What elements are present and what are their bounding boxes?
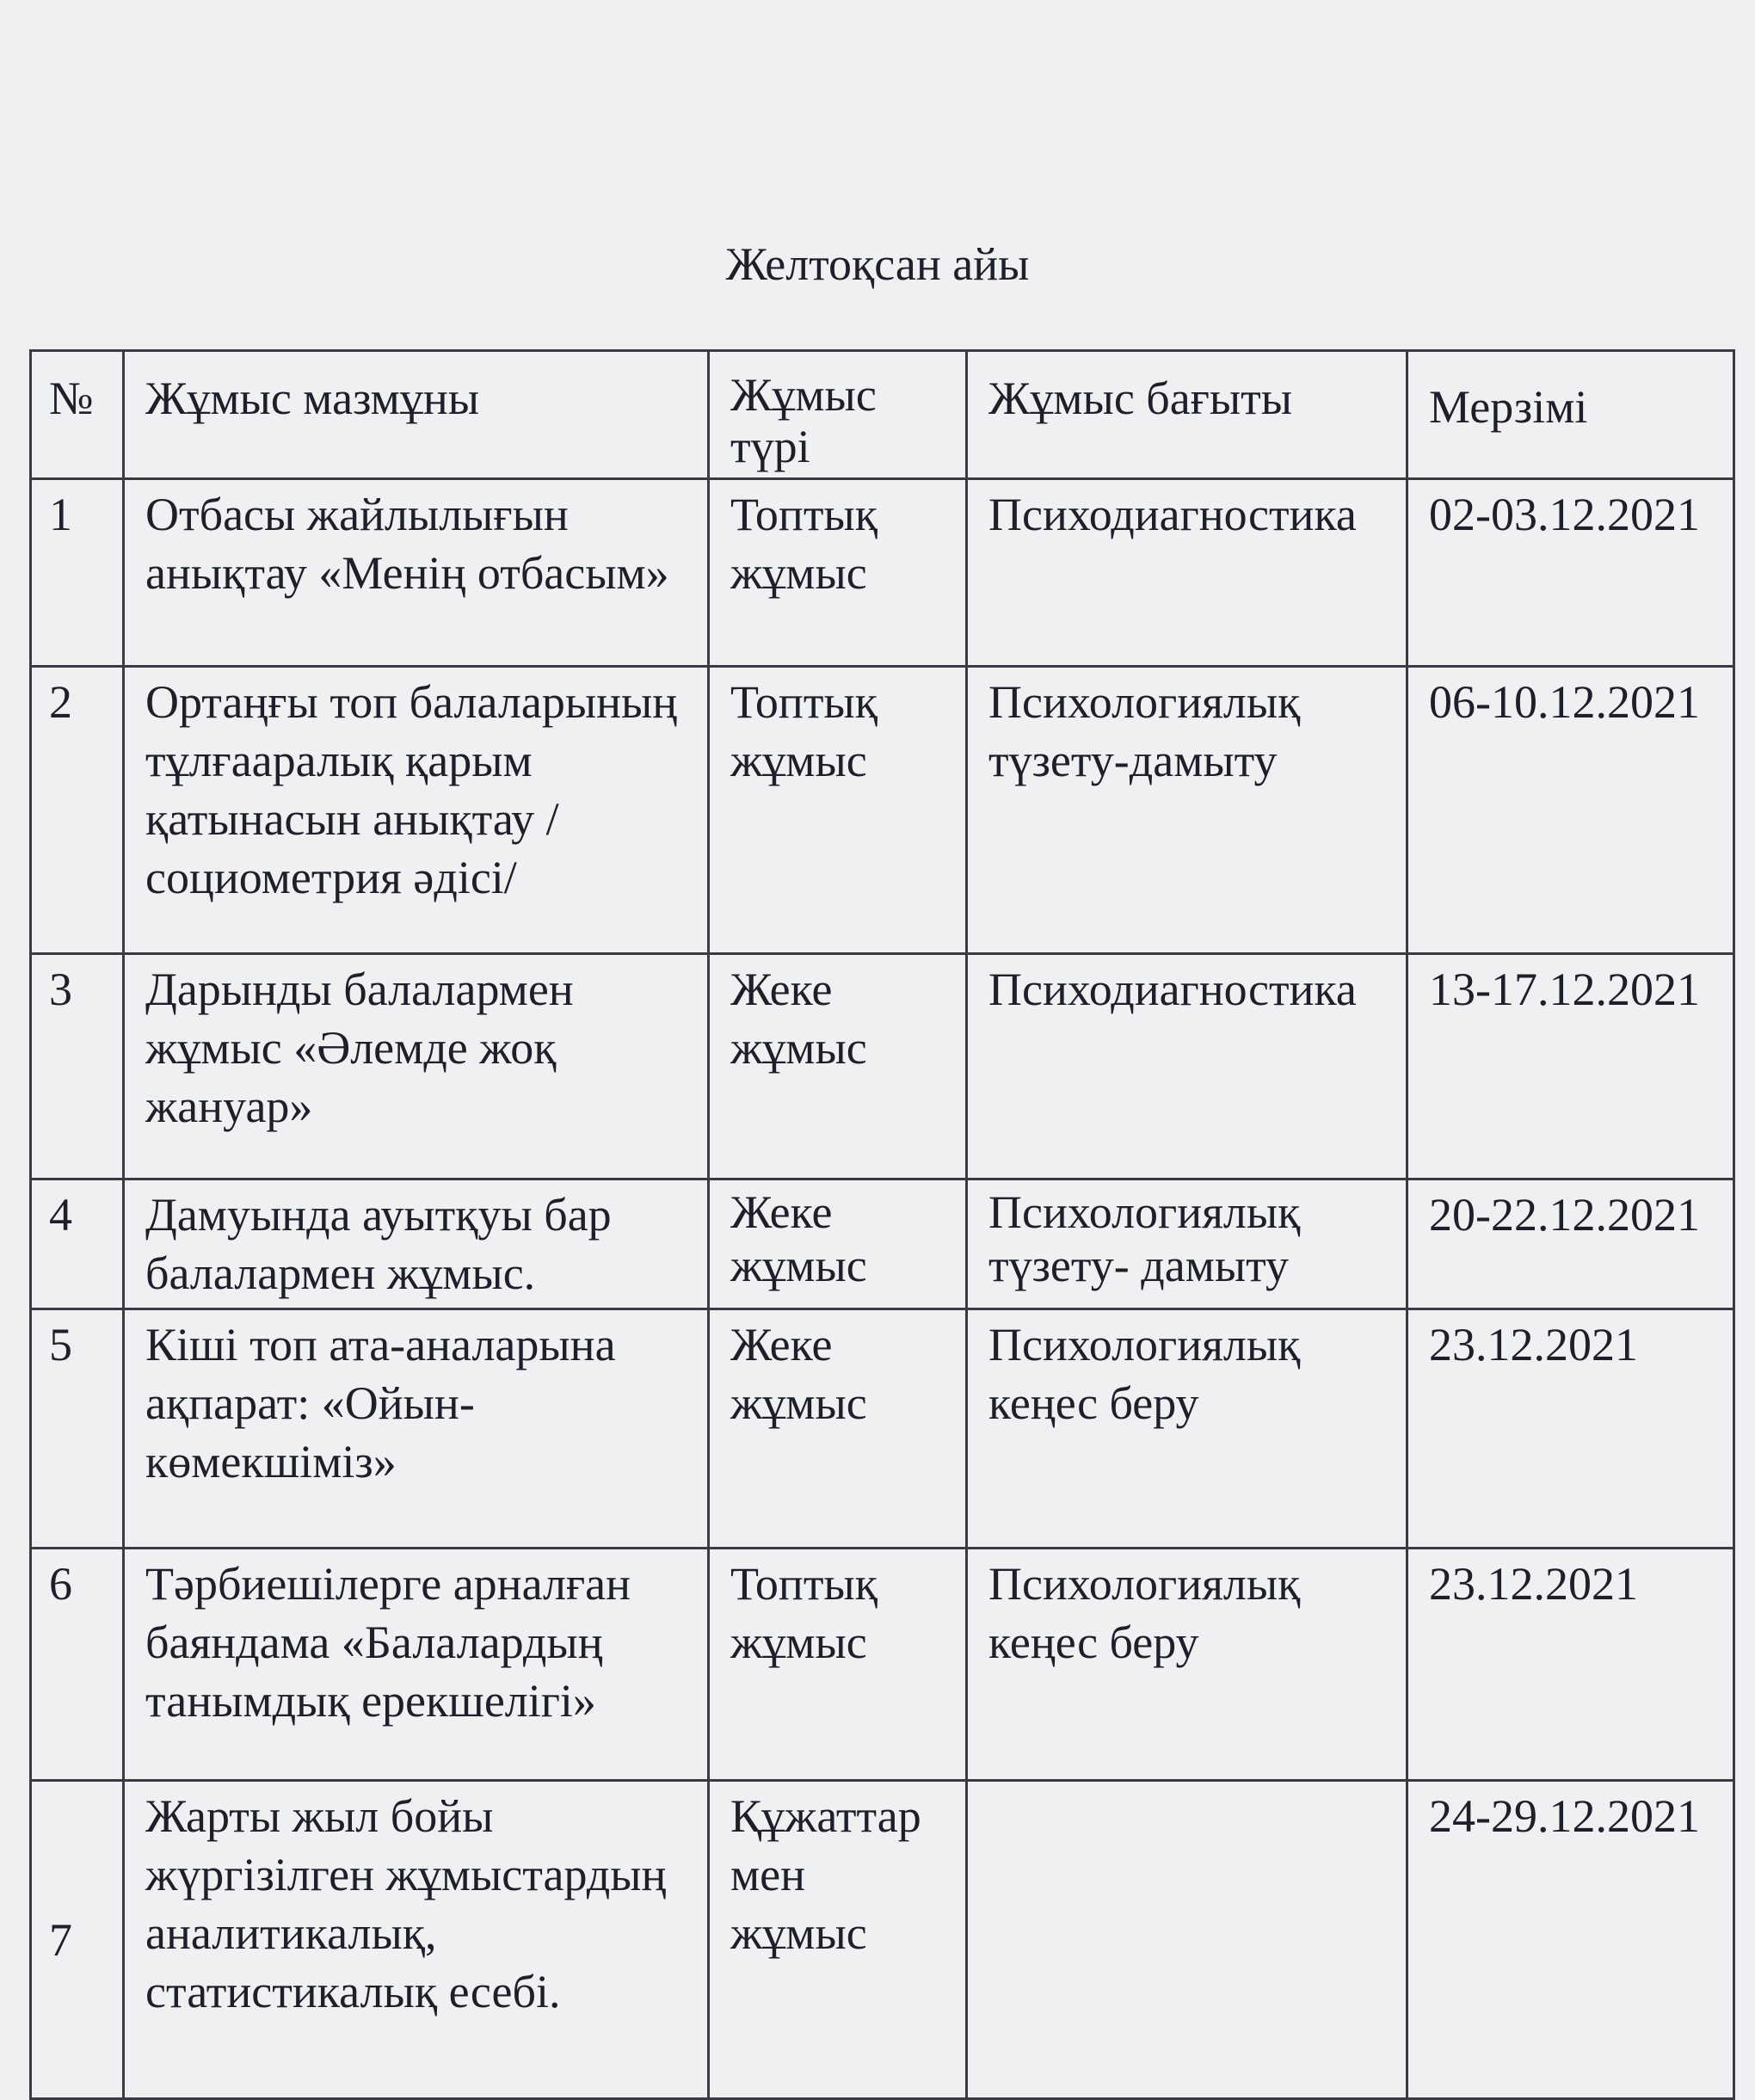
row-type: Жеке жұмыс <box>709 954 967 1179</box>
table-row <box>31 1781 1734 2099</box>
row-num: 3 <box>31 954 124 1179</box>
table-row <box>31 1549 1734 1781</box>
row-direction: Психодиагностика <box>967 954 1407 1179</box>
table-row <box>31 954 1734 1179</box>
row-type: Топтық жұмыс <box>709 1549 967 1781</box>
row-content: Отбасы жайлылығын анықтау «Менің отбасым» <box>124 479 709 667</box>
row-date: 24-29.12.2021 <box>1407 1781 1734 2099</box>
row-num: 7 <box>31 1781 124 2099</box>
row-direction: Психологиялық кеңес беру <box>967 1549 1407 1781</box>
row-content: Дамуында ауытқуы бар балалармен жұмыс. <box>124 1179 709 1309</box>
row-num: 2 <box>31 667 124 954</box>
row-direction <box>967 1781 1407 2099</box>
row-direction: Психодиагностика <box>967 479 1407 667</box>
row-type: Топтық жұмыс <box>709 479 967 667</box>
row-content: Кіші топ ата-аналарына ақпарат: «Ойын- көмекшіміз» <box>124 1309 709 1549</box>
header-type: Жұмыс түрі <box>709 351 967 479</box>
row-num: 1 <box>31 479 124 667</box>
row-type: Жеке жұмыс <box>709 1309 967 1549</box>
header-content: Жұмыс мазмұны <box>124 351 709 479</box>
row-type: Құжаттар мен жұмыс <box>709 1781 967 2099</box>
row-num: 6 <box>31 1549 124 1781</box>
row-date: 02-03.12.2021 <box>1407 479 1734 667</box>
row-date: 20-22.12.2021 <box>1407 1179 1734 1309</box>
work-plan-table <box>29 349 1735 2100</box>
header-direction: Жұмыс бағыты <box>967 351 1407 479</box>
row-type: Топтық жұмыс <box>709 667 967 954</box>
row-num: 4 <box>31 1179 124 1309</box>
row-date: 23.12.2021 <box>1407 1309 1734 1549</box>
row-date: 06-10.12.2021 <box>1407 667 1734 954</box>
header-num: № <box>31 351 124 479</box>
row-content: Жарты жыл бойы жүргізілген жұмыстардың аналитикалық, статистикалық есебі. <box>124 1781 709 2099</box>
row-content: Дарынды балалармен жұмыс «Әлемде жоқ жануар» <box>124 954 709 1179</box>
table-header-row <box>31 351 1734 479</box>
row-type: Жеке жұмыс <box>709 1179 967 1309</box>
row-content: Ортаңғы топ балаларының тұлғааралық қарым қатынасын анықтау /социометрия әдісі/ <box>124 667 709 954</box>
row-direction: Психологиялық түзету-дамыту <box>967 667 1407 954</box>
table-row <box>31 479 1734 667</box>
table-row <box>31 667 1734 954</box>
header-date: Мерзімі <box>1407 351 1734 479</box>
row-direction: Психологиялық түзету- дамыту <box>967 1179 1407 1309</box>
row-content: Тәрбиешілерге арналған баяндама «Балалардың танымдық ерекшелігі» <box>124 1549 709 1781</box>
row-date: 23.12.2021 <box>1407 1549 1734 1781</box>
row-date: 13-17.12.2021 <box>1407 954 1734 1179</box>
row-num: 5 <box>31 1309 124 1549</box>
table-row <box>31 1179 1734 1309</box>
row-direction: Психологиялық кеңес беру <box>967 1309 1407 1549</box>
table-row <box>31 1309 1734 1549</box>
page-title: Желтоқсан айы <box>725 238 1030 290</box>
